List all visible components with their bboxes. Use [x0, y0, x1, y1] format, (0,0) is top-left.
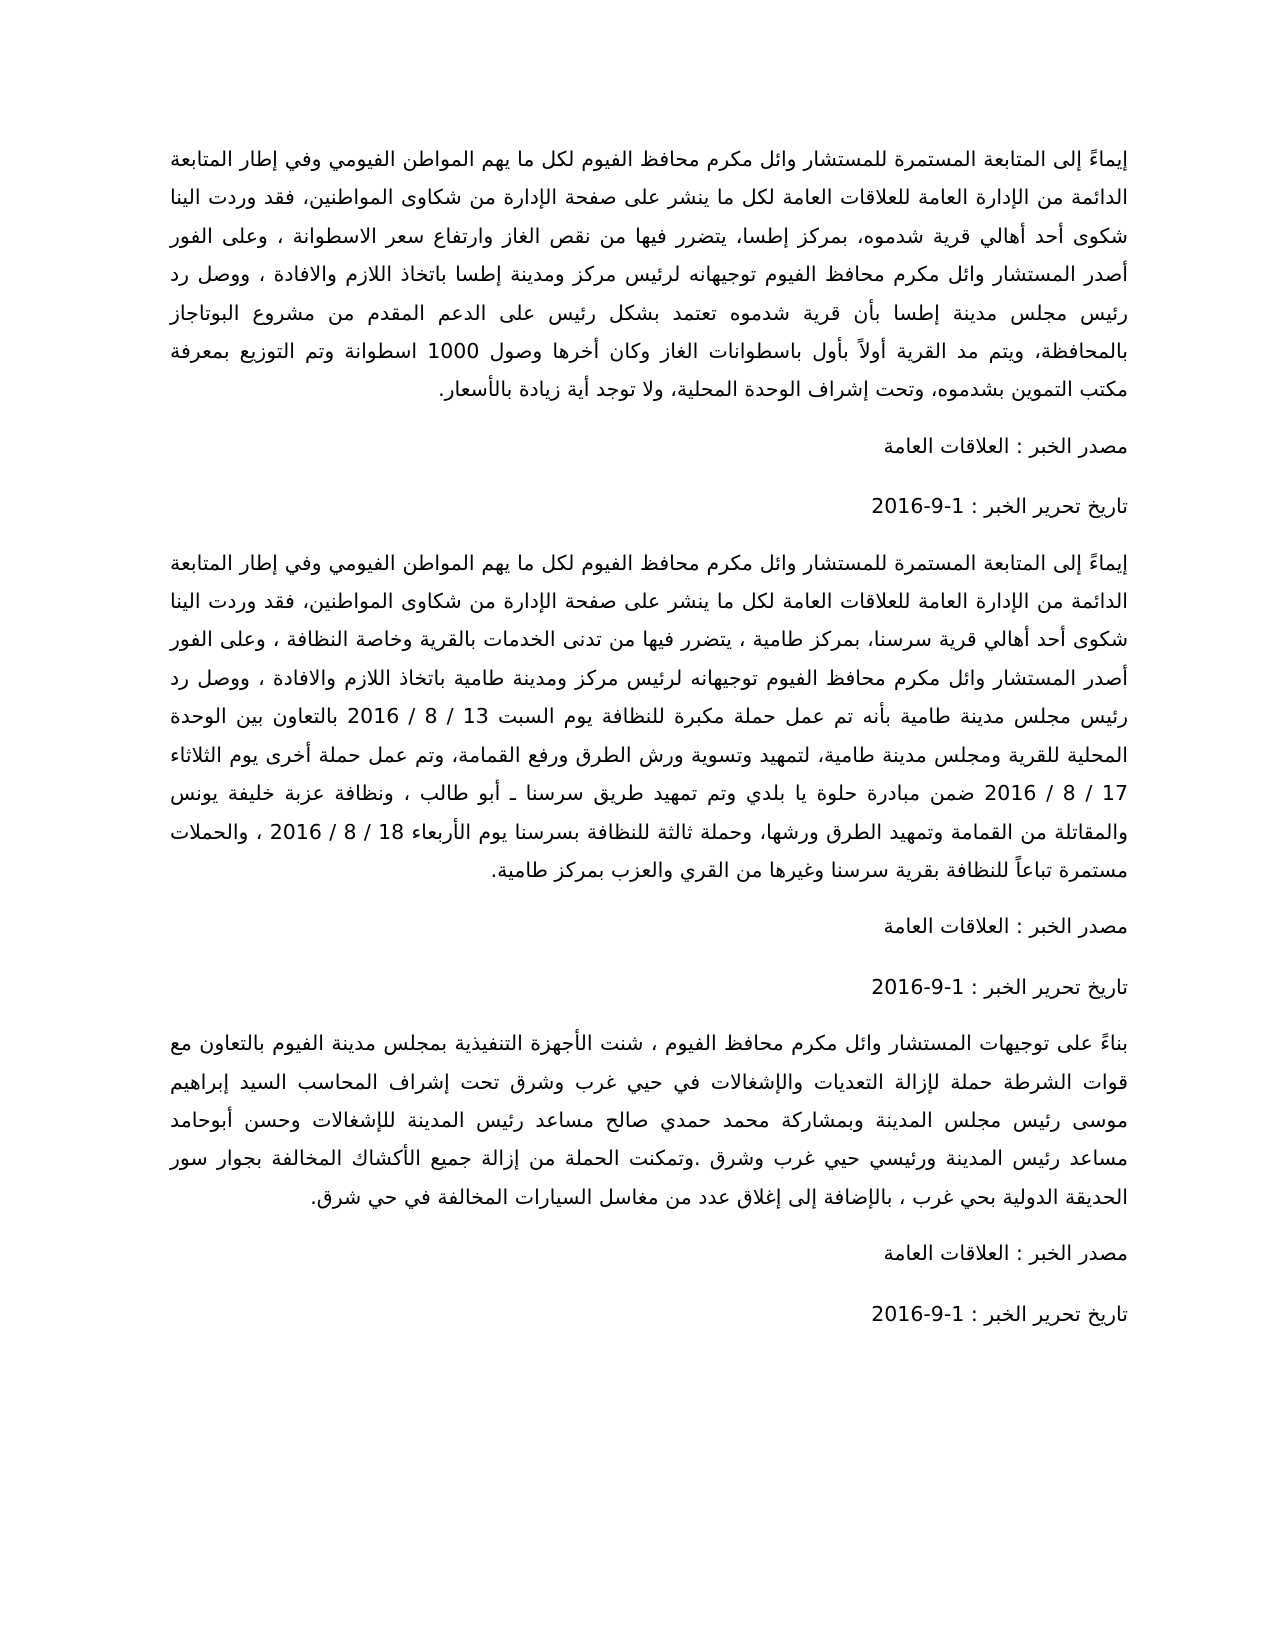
news-article-2	[170, 544, 1128, 1024]
article-source: مصدر الخبر : العلاقات العامة	[883, 1241, 1128, 1266]
article-body: إيماءً إلى المتابعة المستمرة للمستشار وائل مكرم محافظ الفيوم لكل ما يهم المواطن الفيومي وفي إطار المتابعة الدائمة من الإدارة العامة للعلاقات العامة لكل ما ينشر على صفحة الإدارة من شكاوى المواطنين، فقد وردت الينا شكوى أحد أهالي قرية سرسنا، بمركز طامية ، يتضرر فيها من تدنى الخدمات بالقرية وخاصة النظافة ، وعلى الفور أصدر المستشار وائل مكرم محافظ الفيوم توجيهانه لرئيس مركز ومدينة طامية باتخاذ اللازم والافادة ، ووصل رد رئيس مجلس مدينة طامية بأنه تم عمل حملة مكبرة للنظافة يوم السبت 13 / 8 / 2016 بالتعاون بين الوحدة المحلية للقرية ومجلس مدينة طامية، لتمهيد وتسوية ورش الطرق ورفع القمامة، وتم عمل حملة أخرى يوم الثلاثاء 17 / 8 / 2016 ضمن مبادرة حلوة يا بلدي وتم تمهيد طريق سرسنا ـ أبو طالب ، ونظافة عزبة خليفة يونس والمقاتلة من القمامة وتمهيد الطرق ورشها، وحملة ثالثة للنظافة بسرسنا يوم الأربعاء 18 / 8 / 2016 ، والحملات مستمرة تباعاً للنظافة بقرية سرسنا وغيرها من القري والعزب بمركز طامية.	[170, 550, 1128, 882]
article-date: تاريخ تحرير الخبر : 1-9-2016	[871, 1301, 1128, 1326]
article-body: إيماءً إلى المتابعة المستمرة للمستشار وائل مكرم محافظ الفيوم لكل ما يهم المواطن الفيومي وفي إطار المتابعة الدائمة من الإدارة العامة للعلاقات العامة لكل ما ينشر على صفحة الإدارة من شكاوى المواطنين، فقد وردت الينا شكوى أحد أهالي قرية شدموه، بمركز إطسا، يتضرر فيها من نقص الغاز وارتفاع سعر الاسطوانة ، وعلى الفور أصدر المستشار وائل مكرم محافظ الفيوم توجيهانه لرئيس مركز ومدينة إطسا باتخاذ اللازم والافادة ، ووصل رد رئيس مجلس مدينة إطسا بأن قرية شدموه تعتمد بشكل رئيس على الدعم المقدم من مشروع البوتاجاز بالمحافظة، ويتم مد القرية أولاً بأول باسطوانات الغاز وكان أخرها وصول 1000 اسطوانة وتم التوزيع بمعرفة مكتب التموين بشدموه، وتحت إشراف الوحدة المحلية، ولا توجد أية زيادة بالأسعار.	[170, 147, 1128, 402]
article-body: بناءً على توجيهات المستشار وائل مكرم محافظ الفيوم ، شنت الأجهزة التنفيذية بمجلس مدينة الفيوم بالتعاون مع قوات الشرطة حملة لإزالة التعديات والإشغالات في حيي غرب وشرق تحت إشراف المحاسب السيد إبراهيم موسى رئيس مجلس المدينة وبمشاركة محمد حمدي صالح مساعد رئيس المدينة للإشغالات وحسن أبوحامد مساعد رئيس المدينة ورئيسي حيي غرب وشرق .وتمكنت الحملة من إزالة جميع الأكشاك المخالفة بجوار سور الحديقة الدولية بحي غرب ، بالإضافة إلى إغلاق عدد من مغاسل السيارات المخالفة في حي شرق.	[170, 1031, 1128, 1209]
news-article-3	[170, 1024, 1128, 1333]
article-date: تاريخ تحرير الخبر : 1-9-2016	[871, 974, 1128, 999]
article-source: مصدر الخبر : العلاقات العامة	[883, 914, 1128, 939]
document-page	[170, 140, 1128, 1333]
article-source: مصدر الخبر : العلاقات العامة	[883, 433, 1128, 458]
article-date: تاريخ تحرير الخبر : 1-9-2016	[871, 494, 1128, 519]
news-article-1	[170, 140, 1128, 544]
